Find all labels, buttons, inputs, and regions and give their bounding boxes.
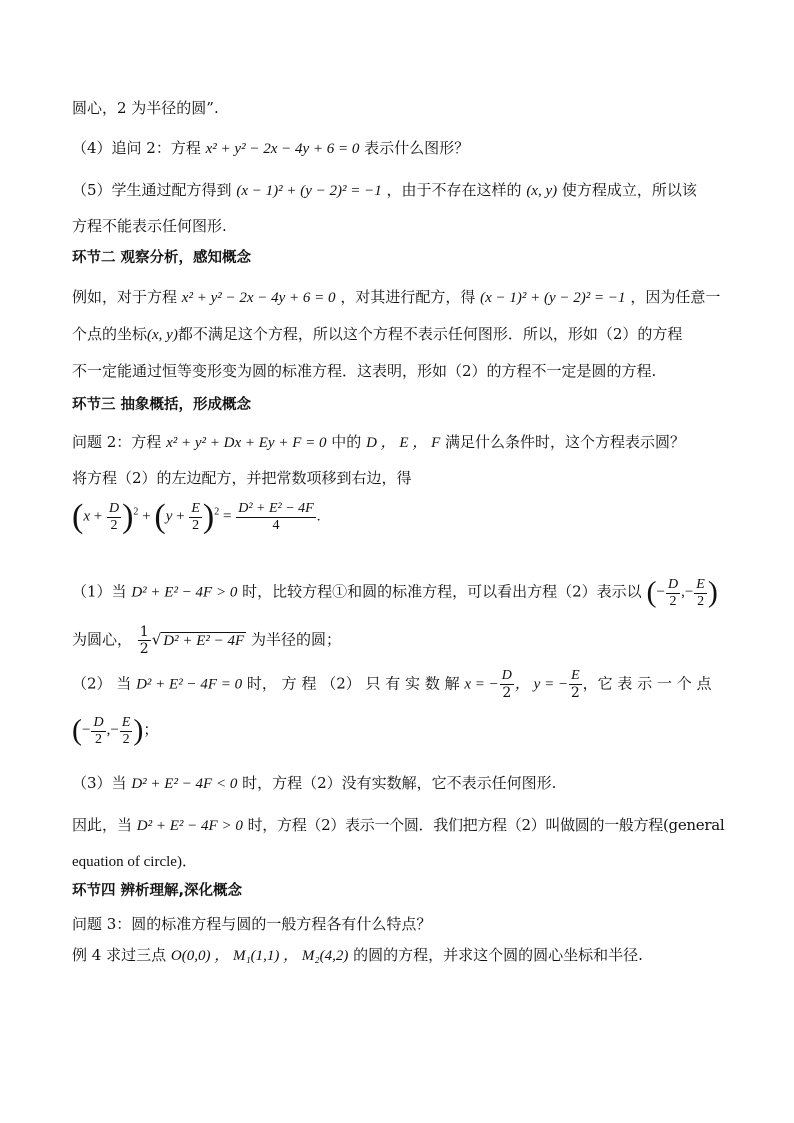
equation: D² + E² − 4F > 0 [131, 584, 238, 601]
heading-text: 环节四 辨析理解,深化概念 [72, 883, 243, 899]
line-8 [72, 432, 722, 453]
heading-text: 环节二 观察分析，感知概念 [72, 250, 252, 266]
text: 中的 [331, 433, 362, 451]
line-12: 为圆心， $\frac{1}{2}$ √ D² + E² − 4F 为半径的圆； [72, 624, 341, 657]
text: 满足什么条件时，这个方程表示圆？ [445, 433, 686, 451]
equation: x² + y² − 2x − 4y + 6 = 0 [181, 290, 336, 306]
text: 时，方程（2）表示一个圆．我们把方程（2）叫做圆的一般方程(general [247, 816, 725, 834]
text: 个点的坐标 [72, 325, 148, 343]
text: 不一定能通过恒等变形变为圆的标准方程．这表明，形如（2）的方程不一定是圆的方程. [72, 362, 657, 380]
text: ，它 表 示 一 个 点 [582, 674, 712, 693]
equation: D² + E² − 4F > 0 [136, 818, 243, 834]
line-14 [72, 714, 722, 748]
line-4 [72, 216, 722, 236]
text: （2） 当 [72, 674, 132, 693]
completed-square-equation: (x + $\frac{D}{2}$ )$^2$ + (y + $\frac{E}{2}$ )$^2$ = $\frac{\text{D² + E² − 4F}}{4}$ . [72, 498, 321, 535]
text: ，因为任意一 [630, 288, 721, 306]
fraction-rhs: $\frac{\text{D² + E² − 4F}}{4}$ [238, 500, 314, 533]
line-11 [72, 576, 722, 610]
center-point: (− $\frac{D}{2}$ ,− $\frac{E}{2}$ ) [646, 576, 718, 609]
section-heading-2 [72, 248, 722, 268]
line-19 [72, 945, 722, 966]
text: 为圆心， [72, 630, 133, 649]
text: （3）当 [72, 774, 127, 792]
radius-expression: D² + E² − 4F [163, 632, 245, 649]
text: 时，比较方程①和圆的标准方程，可以看出方程（2）表示以 [242, 582, 642, 601]
point-xy: (x, y) [526, 183, 558, 199]
line-1 [72, 98, 722, 118]
equation: (x − 1)² + (y − 2)² = −1 [480, 290, 626, 306]
fraction-d-over-2: $\frac{D}{2}$ [108, 500, 120, 533]
section-heading-4 [72, 881, 722, 901]
text: 例如，对于方程 [72, 288, 178, 306]
text: 都不满足这个方程，所以这个方程不表示任何图形．所以，形如（2）的方程 [177, 325, 683, 343]
line-17 [72, 852, 722, 872]
line-7 [72, 361, 722, 381]
line-2 [72, 138, 722, 159]
line-16 [72, 815, 725, 836]
text: 时， 方 程 （2） 只 有 实 数 解 [246, 674, 460, 693]
text: 为半径的圆； [250, 630, 341, 649]
text: 表示什么图形？ [364, 139, 470, 157]
text: equation of circle)． [72, 854, 197, 870]
line-15 [72, 773, 722, 794]
line-3 [72, 180, 722, 201]
line-13: （2） 当 D² + E² − 4F = 0 时， 方 程 （2） 只 有 实 数 解 x = − $\frac{D}{2}$ ， y = − $\frac{E}{2}$ ，它 表 示 一 个 点 [72, 668, 712, 701]
point: (− $\frac{D}{2}$ ,− $\frac{E}{2}$ ) [72, 714, 144, 747]
equation: x² + y² + Dx + Ey + F = 0 [166, 435, 327, 451]
text: 问题 3：圆的标准方程与圆的一般方程各有什么特点？ [72, 915, 432, 933]
line-9 [72, 468, 722, 488]
equation: x² + y² − 2x − 4y + 6 = 0 [205, 141, 360, 157]
section-heading-3 [72, 395, 722, 415]
text: 的圆的方程，并求这个圆的圆心坐标和半径. [353, 946, 643, 964]
text: （1）当 [72, 582, 127, 601]
text: ，由于不存在这样的 [386, 181, 522, 199]
text: 例 4 求过三点 [72, 946, 167, 964]
equation: (x − 1)² + (y − 2)² = −1 [236, 183, 382, 199]
line-5 [72, 287, 722, 308]
text: （4）追问 2：方程 [72, 139, 201, 157]
variables: D ， E ， F [366, 435, 441, 451]
fraction-one-half: $\frac{1}{2}$ [139, 624, 149, 657]
y-solution: ， y = − [514, 676, 569, 693]
text: 因此，当 [72, 816, 133, 834]
equation: D² + E² − 4F < 0 [131, 776, 238, 792]
text: （5）学生通过配方得到 [72, 181, 232, 199]
text: 圆心，2 为半径的圆”. [72, 99, 219, 117]
line-6 [72, 324, 722, 345]
fraction-e-over-2: $\frac{E}{2}$ [191, 500, 200, 533]
text: ； [143, 720, 159, 739]
x-solution: x = − [464, 676, 499, 693]
text: 问题 2：方程 [72, 433, 162, 451]
text: 使方程成立，所以该 [561, 181, 697, 199]
heading-text: 环节三 抽象概括，形成概念 [72, 397, 252, 413]
text: ，对其进行配方，得 [340, 288, 476, 306]
points: O(0,0) ， M₁(1,1) ， M₂(4,2) [170, 948, 349, 964]
equation: D² + E² − 4F = 0 [136, 676, 243, 693]
text: 方程不能表示任何图形. [72, 217, 227, 235]
line-18 [72, 914, 722, 934]
point-xy: (x, y) [147, 327, 178, 343]
text: 时，方程（2）没有实数解，它不表示任何图形. [242, 774, 557, 792]
text: 将方程（2）的左边配方，并把常数项移到右边，得 [72, 469, 412, 487]
